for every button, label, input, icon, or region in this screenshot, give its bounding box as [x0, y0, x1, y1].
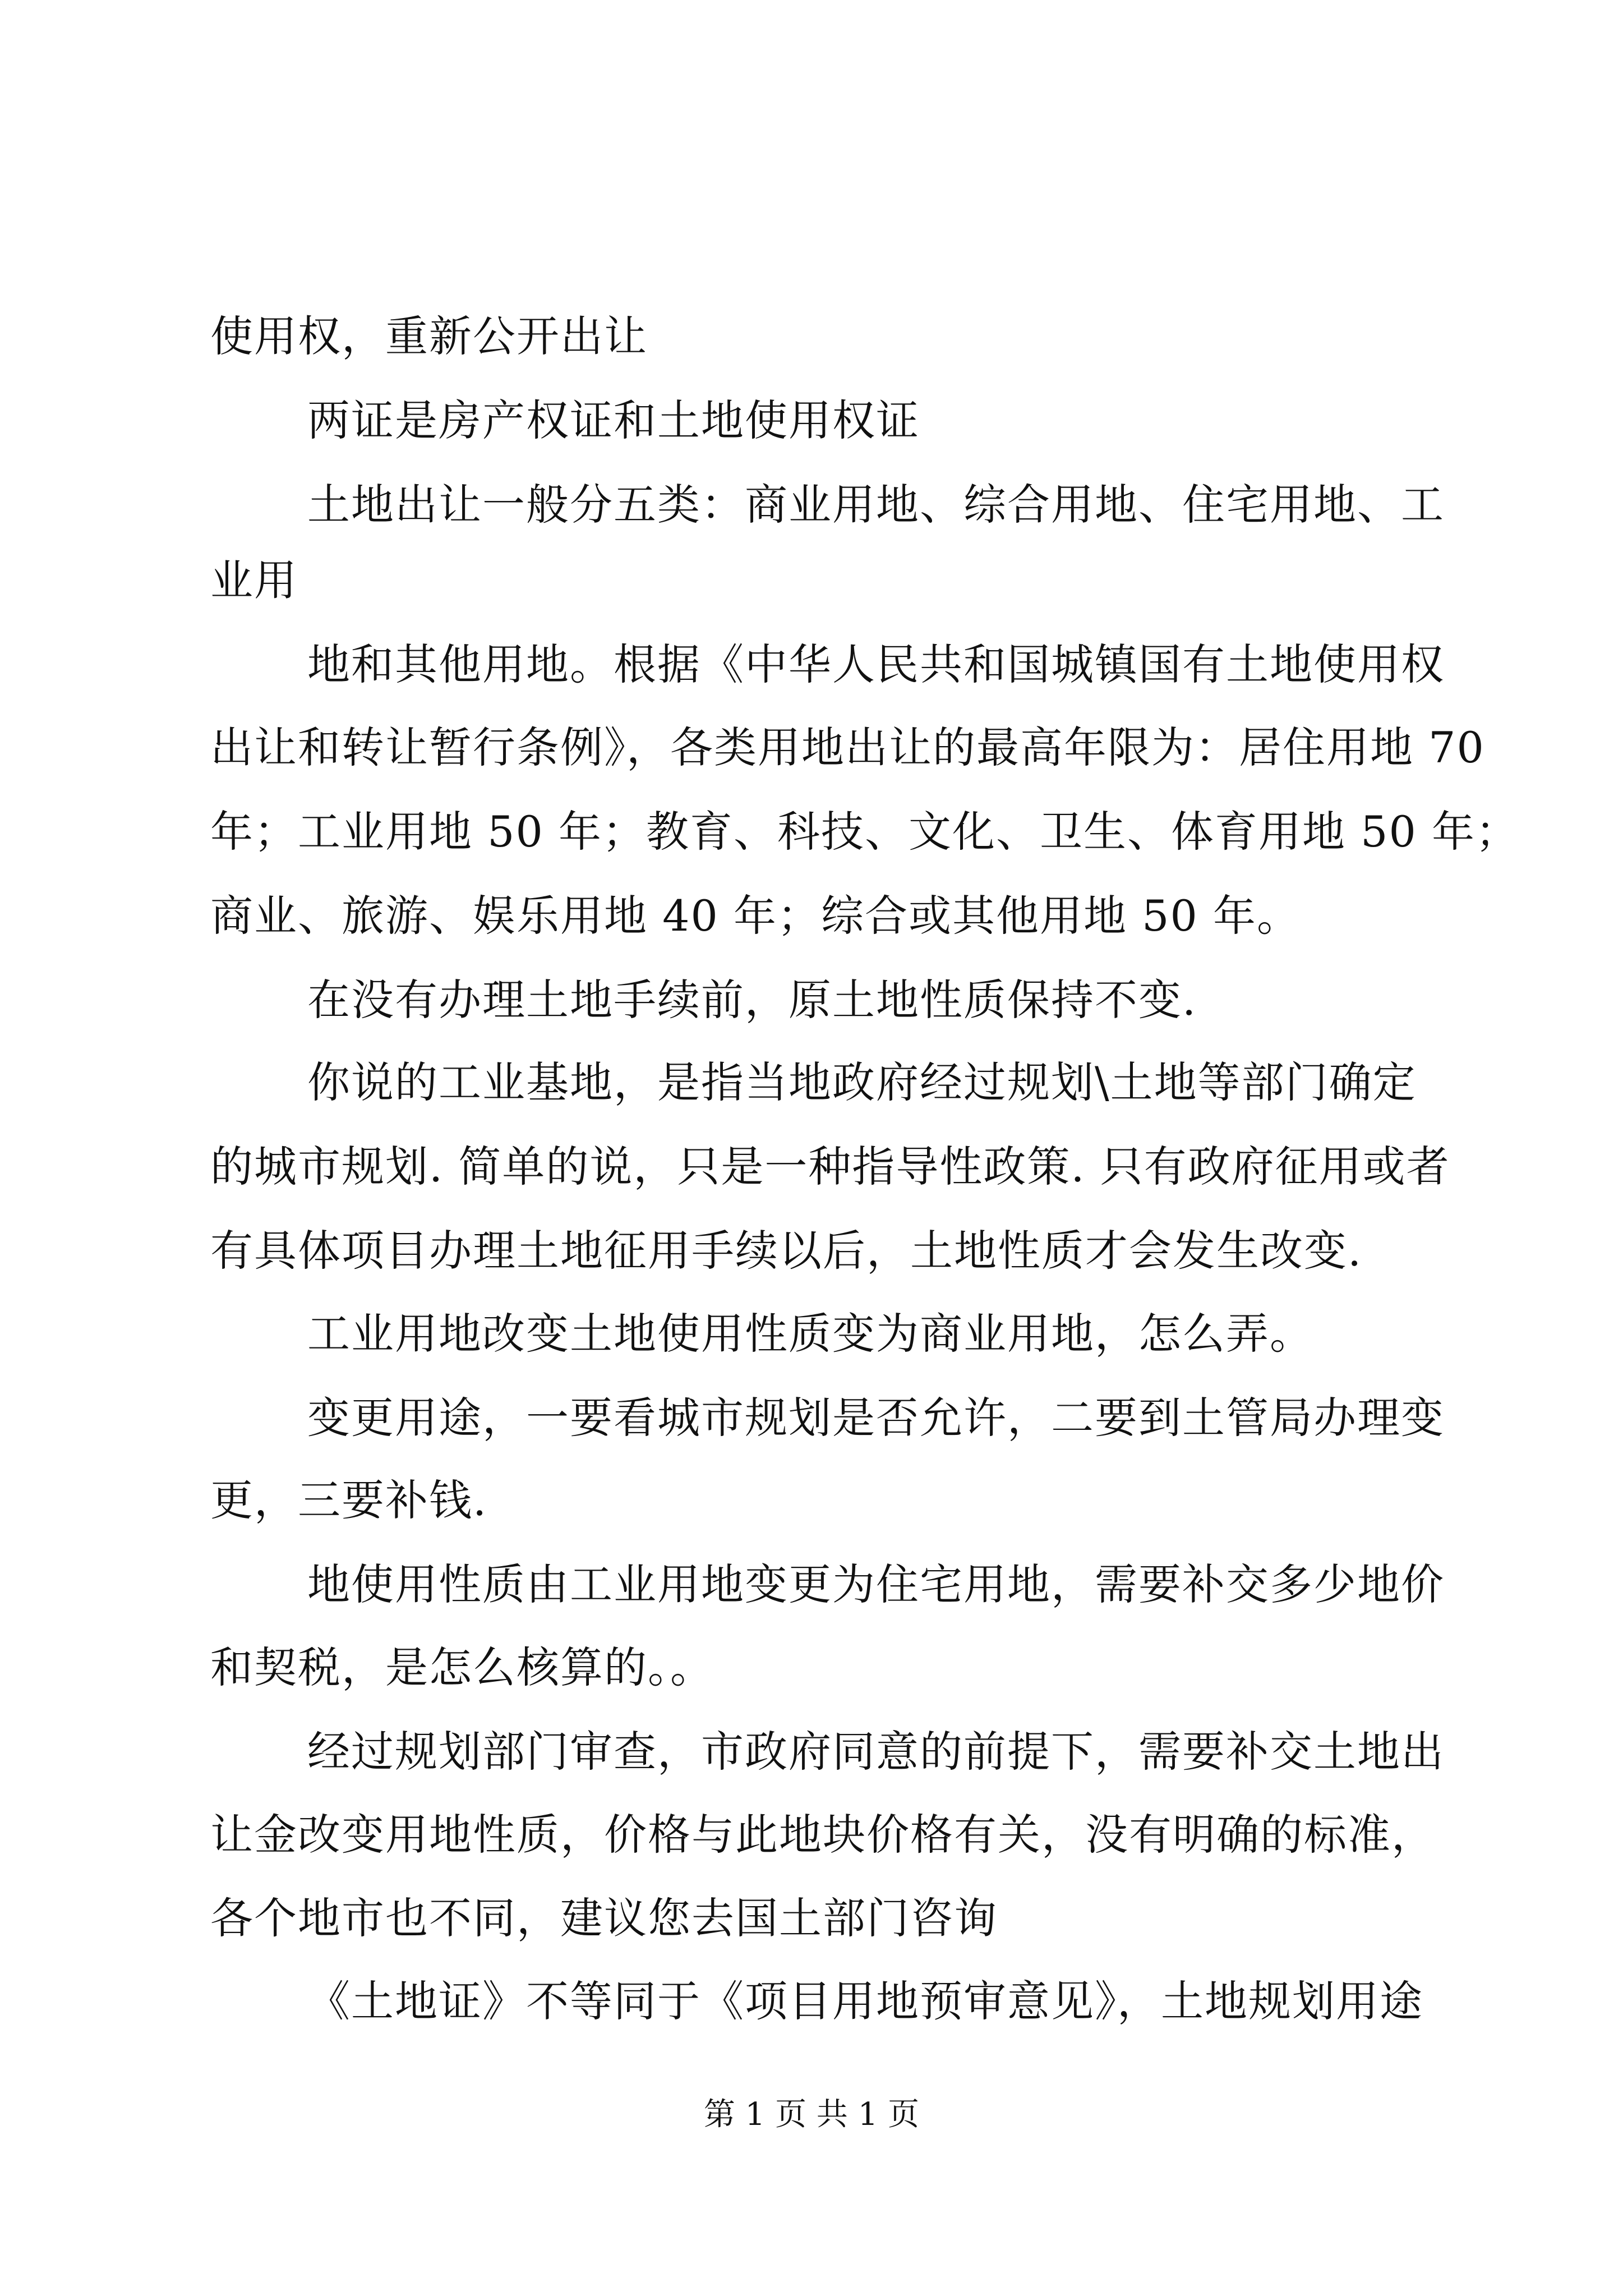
page-footer: 第 1 页 共 1 页: [703, 2096, 920, 2133]
text-line-19: 让金改变用地性质，价格与此地块价格有关，没有明确的标准，: [210, 1810, 1435, 1860]
text-line-8: 商业、旅游、娱乐用地 40 年；综合或其他用地 50 年。: [210, 891, 1301, 941]
text-line-6: 出让和转让暂行条例》，各类用地出让的最高年限为：居住用地 70: [210, 723, 1485, 772]
text-line-17: 和契税，是怎么核算的。。: [210, 1642, 714, 1692]
text-line-3: 土地出让一般分五类：商业用地、综合用地、住宅用地、工: [307, 480, 1445, 530]
text-line-10: 你说的工业基地，是指当地政府经过规划\土地等部门确定: [307, 1057, 1417, 1107]
text-line-20: 各个地市也不同，建议您去国土部门咨询: [210, 1893, 998, 1943]
text-line-14: 变更用途，一要看城市规划是否允许，二要到土管局办理变: [307, 1393, 1445, 1443]
text-line-9: 在没有办理土地手续前，原土地性质保持不变.: [307, 975, 1197, 1025]
text-line-15: 更，三要补钱.: [210, 1475, 488, 1525]
text-line-16: 地使用性质由工业用地变更为住宅用地，需要补交多少地价: [307, 1559, 1445, 1609]
text-line-21: 《土地证》不等同于《项目用地预审意见》，土地规划用途: [307, 1976, 1423, 2026]
text-line-1: 使用权，重新公开出让: [210, 311, 648, 361]
text-line-12: 有具体项目办理土地征用手续以后，土地性质才会发生改变.: [210, 1226, 1363, 1276]
text-line-5: 地和其他用地。根据《中华人民共和国城镇国有土地使用权: [307, 639, 1445, 689]
text-line-2: 两证是房产权证和土地使用权证: [307, 395, 920, 445]
text-line-13: 工业用地改变土地使用性质变为商业用地，怎么弄。: [307, 1309, 1313, 1359]
text-line-4: 业用: [210, 555, 298, 605]
text-line-11: 的城市规划. 简单的说，只是一种指导性政策. 只有政府征用或者: [210, 1142, 1450, 1191]
text-line-18: 经过规划部门审查，市政府同意的前提下，需要补交土地出: [307, 1727, 1445, 1777]
text-line-7: 年；工业用地 50 年；教育、科技、文化、卫生、体育用地 50 年；: [210, 807, 1520, 857]
